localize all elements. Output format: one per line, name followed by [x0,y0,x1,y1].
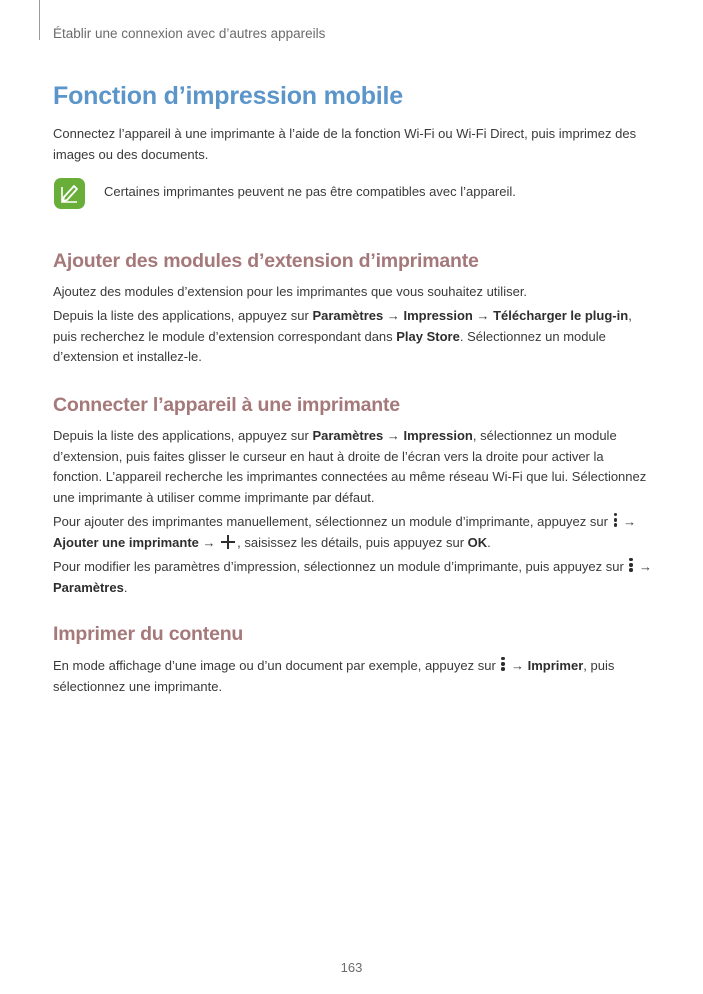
menu-path-ajouter-imprimante: Ajouter une imprimante [53,534,199,550]
note-pencil-icon [54,178,85,209]
intro-paragraph: Connectez l’appareil à une imprimante à l’aide de la fonction Wi-Fi ou Wi-Fi Direct, puis imprimez des images ou des documents. [53,126,637,162]
menu-path-play-store: Play Store [396,328,460,344]
plus-icon [221,535,235,549]
section-heading-plugins: Ajouter des modules d’extension d’imprimante [53,250,479,272]
plugins-paragraph-1: Ajoutez des modules d’extension pour les imprimantes que vous souhaitez utiliser. [53,284,528,299]
section-heading-print: Imprimer du contenu [53,623,244,645]
page-title: Fonction d’impression mobile [53,82,403,110]
menu-path-impression: Impression [403,308,473,323]
page-number: 163 [340,960,363,975]
section-heading-connect: Connecter l’appareil à une imprimante [53,394,400,416]
more-options-icon [628,557,634,573]
margin-rule [39,0,40,40]
connect-paragraph-1: Depuis la liste des applications, appuyez sur Paramètres → Impression, sélectionnez un module d’extension, puis faites glisser le curseur en haut à droite de l’écran vers la droite pour activer la fonction. L’appareil recherche les imprimantes connectées au même réseau Wi-Fi que lui. Sélectionnez une imprimante à utiliser comme imprimante par défaut. [53,428,647,505]
print-paragraph-1: En mode affichage d’une image ou d’un document par exemple, appuyez sur → Imprimer, puis sélectionnez une imprimante. [53,658,615,694]
menu-path-imprimer: Imprimer [527,658,584,673]
more-options-icon [500,656,506,672]
menu-path-impression: Impression [403,428,473,443]
menu-path-parametres: Paramètres [312,308,384,323]
connect-paragraph-3: Pour modifier les paramètres d’impression, sélectionnez un module d’imprimante, puis appuyez sur → Paramètres. [53,559,653,595]
plugins-paragraph-2: Depuis la liste des applications, appuyez sur Paramètres → Impression → Télécharger le plug-in, puis recherchez le module d’extension correspondant dans Play Store. Sélectionnez un module d’extension et installez-le. [53,308,632,364]
more-options-icon [613,512,619,528]
menu-path-parametres: Paramètres [53,579,124,595]
connect-paragraph-2: Pour ajouter des imprimantes manuellement, sélectionnez un module d’imprimante, appuyez sur → Ajouter une imprimante → , saisissez les détails, puis appuyez sur OK. [53,514,637,550]
menu-path-telecharger-plugin: Télécharger le plug-in [493,308,629,323]
menu-path-parametres: Paramètres [312,428,384,443]
menu-path-ok: OK [467,534,488,550]
note-text: Certaines imprimantes peuvent ne pas être compatibles avec l’appareil. [104,184,516,199]
running-header: Établir une connexion avec d’autres appareils [53,26,326,41]
